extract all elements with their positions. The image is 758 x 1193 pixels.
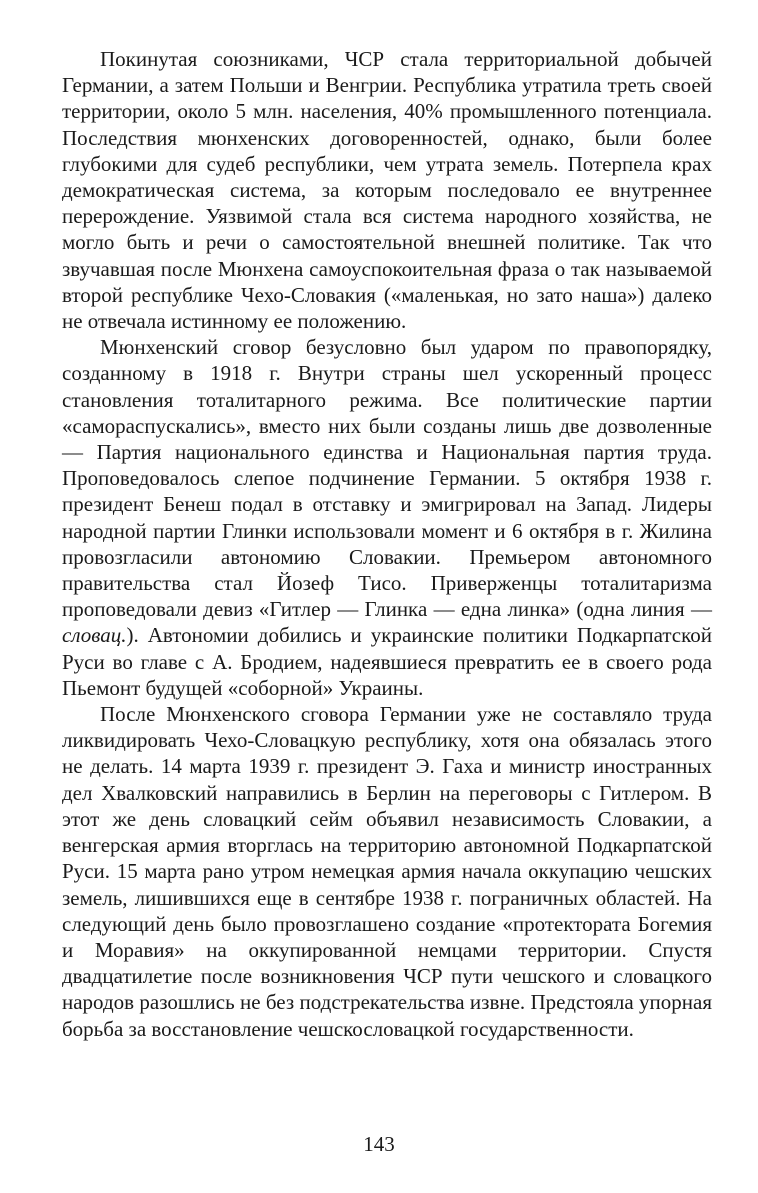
paragraph-1: Покинутая союзниками, ЧСР стала территориальной добычей Германии, а затем Польши и Венгрии. Республика утратила треть своей территории, около 5 млн. населения, 40% промышленного потенциала. Последствия мюнхенских договоренностей, однако, были более глубокими для судеб республики, чем утрата земель. Потерпела крах демократическая система, за которым последовало ее внутреннее перерождение. Уязвимой стала вся система народного хозяйства, не могло быть и речи о самостоятельной внешней политике. Так что звучавшая после Мюнхена самоуспокоительная фраза о так называемой второй республике Чехо-Словакия («маленькая, но зато наша») далеко не отвечала истинному ее положению. [62, 47, 712, 334]
paragraph-2 [62, 334, 712, 701]
page-number: 143 [363, 1132, 395, 1156]
paragraph-2-italic: словац. [62, 623, 127, 648]
paragraph-2-part-2: ). Автономии добились и украинские политики Подкарпатской Руси во главе с А. Бродием, надеявшиеся превратить ее в своего рода Пьемонт будущей «соборной» Украины. [62, 623, 712, 700]
paragraph-2-part-1: Мюнхенский сговор безусловно был ударом по правопорядку, созданному в 1918 г. Внутри страны шел ускоренный процесс становления тоталитарного режима. Все политические партии «самораспускались», вместо них были созданы лишь две дозволенные — Партия национального единства и Национальная партия труда. Проповедовалось слепое подчинение Германии. 5 октября 1938 г. президент Бенеш подал в отставку и эмигрировал на Запад. Лидеры народной партии Глинки использовали момент и 6 октября в г. Жилина провозгласили автономию Словакии. Премьером автономного правительства стал Йозеф Тисо. Приверженцы тоталитаризма проповедовали девиз «Гитлер — Глинка — една линка» (одна линия — [62, 335, 712, 622]
page-body [62, 46, 712, 1042]
paragraph-3: После Мюнхенского сговора Германии уже не составляло труда ликвидировать Чехо-Словацкую республику, хотя она обязалась этого не делать. 14 марта 1939 г. президент Э. Гаха и министр иностранных дел Хвалковский направились в Берлин на переговоры с Гитлером. В этот же день словацкий сейм объявил независимость Словакии, а венгерская армия вторглась на территорию автономной Подкарпатской Руси. 15 марта рано утром немецкая армия начала оккупацию чешских земель, лишившихся еще в сентябре 1938 г. пограничных областей. На следующий день было провозглашено создание «протектората Богемия и Моравия» на оккупированной немцами территории. Спустя двадцатилетие после возникновения ЧСР пути чешского и словацкого народов разошлись не без подстрекательства извне. Предстояла упорная борьба за восстановление чешскословацкой государственности. [62, 702, 712, 1041]
